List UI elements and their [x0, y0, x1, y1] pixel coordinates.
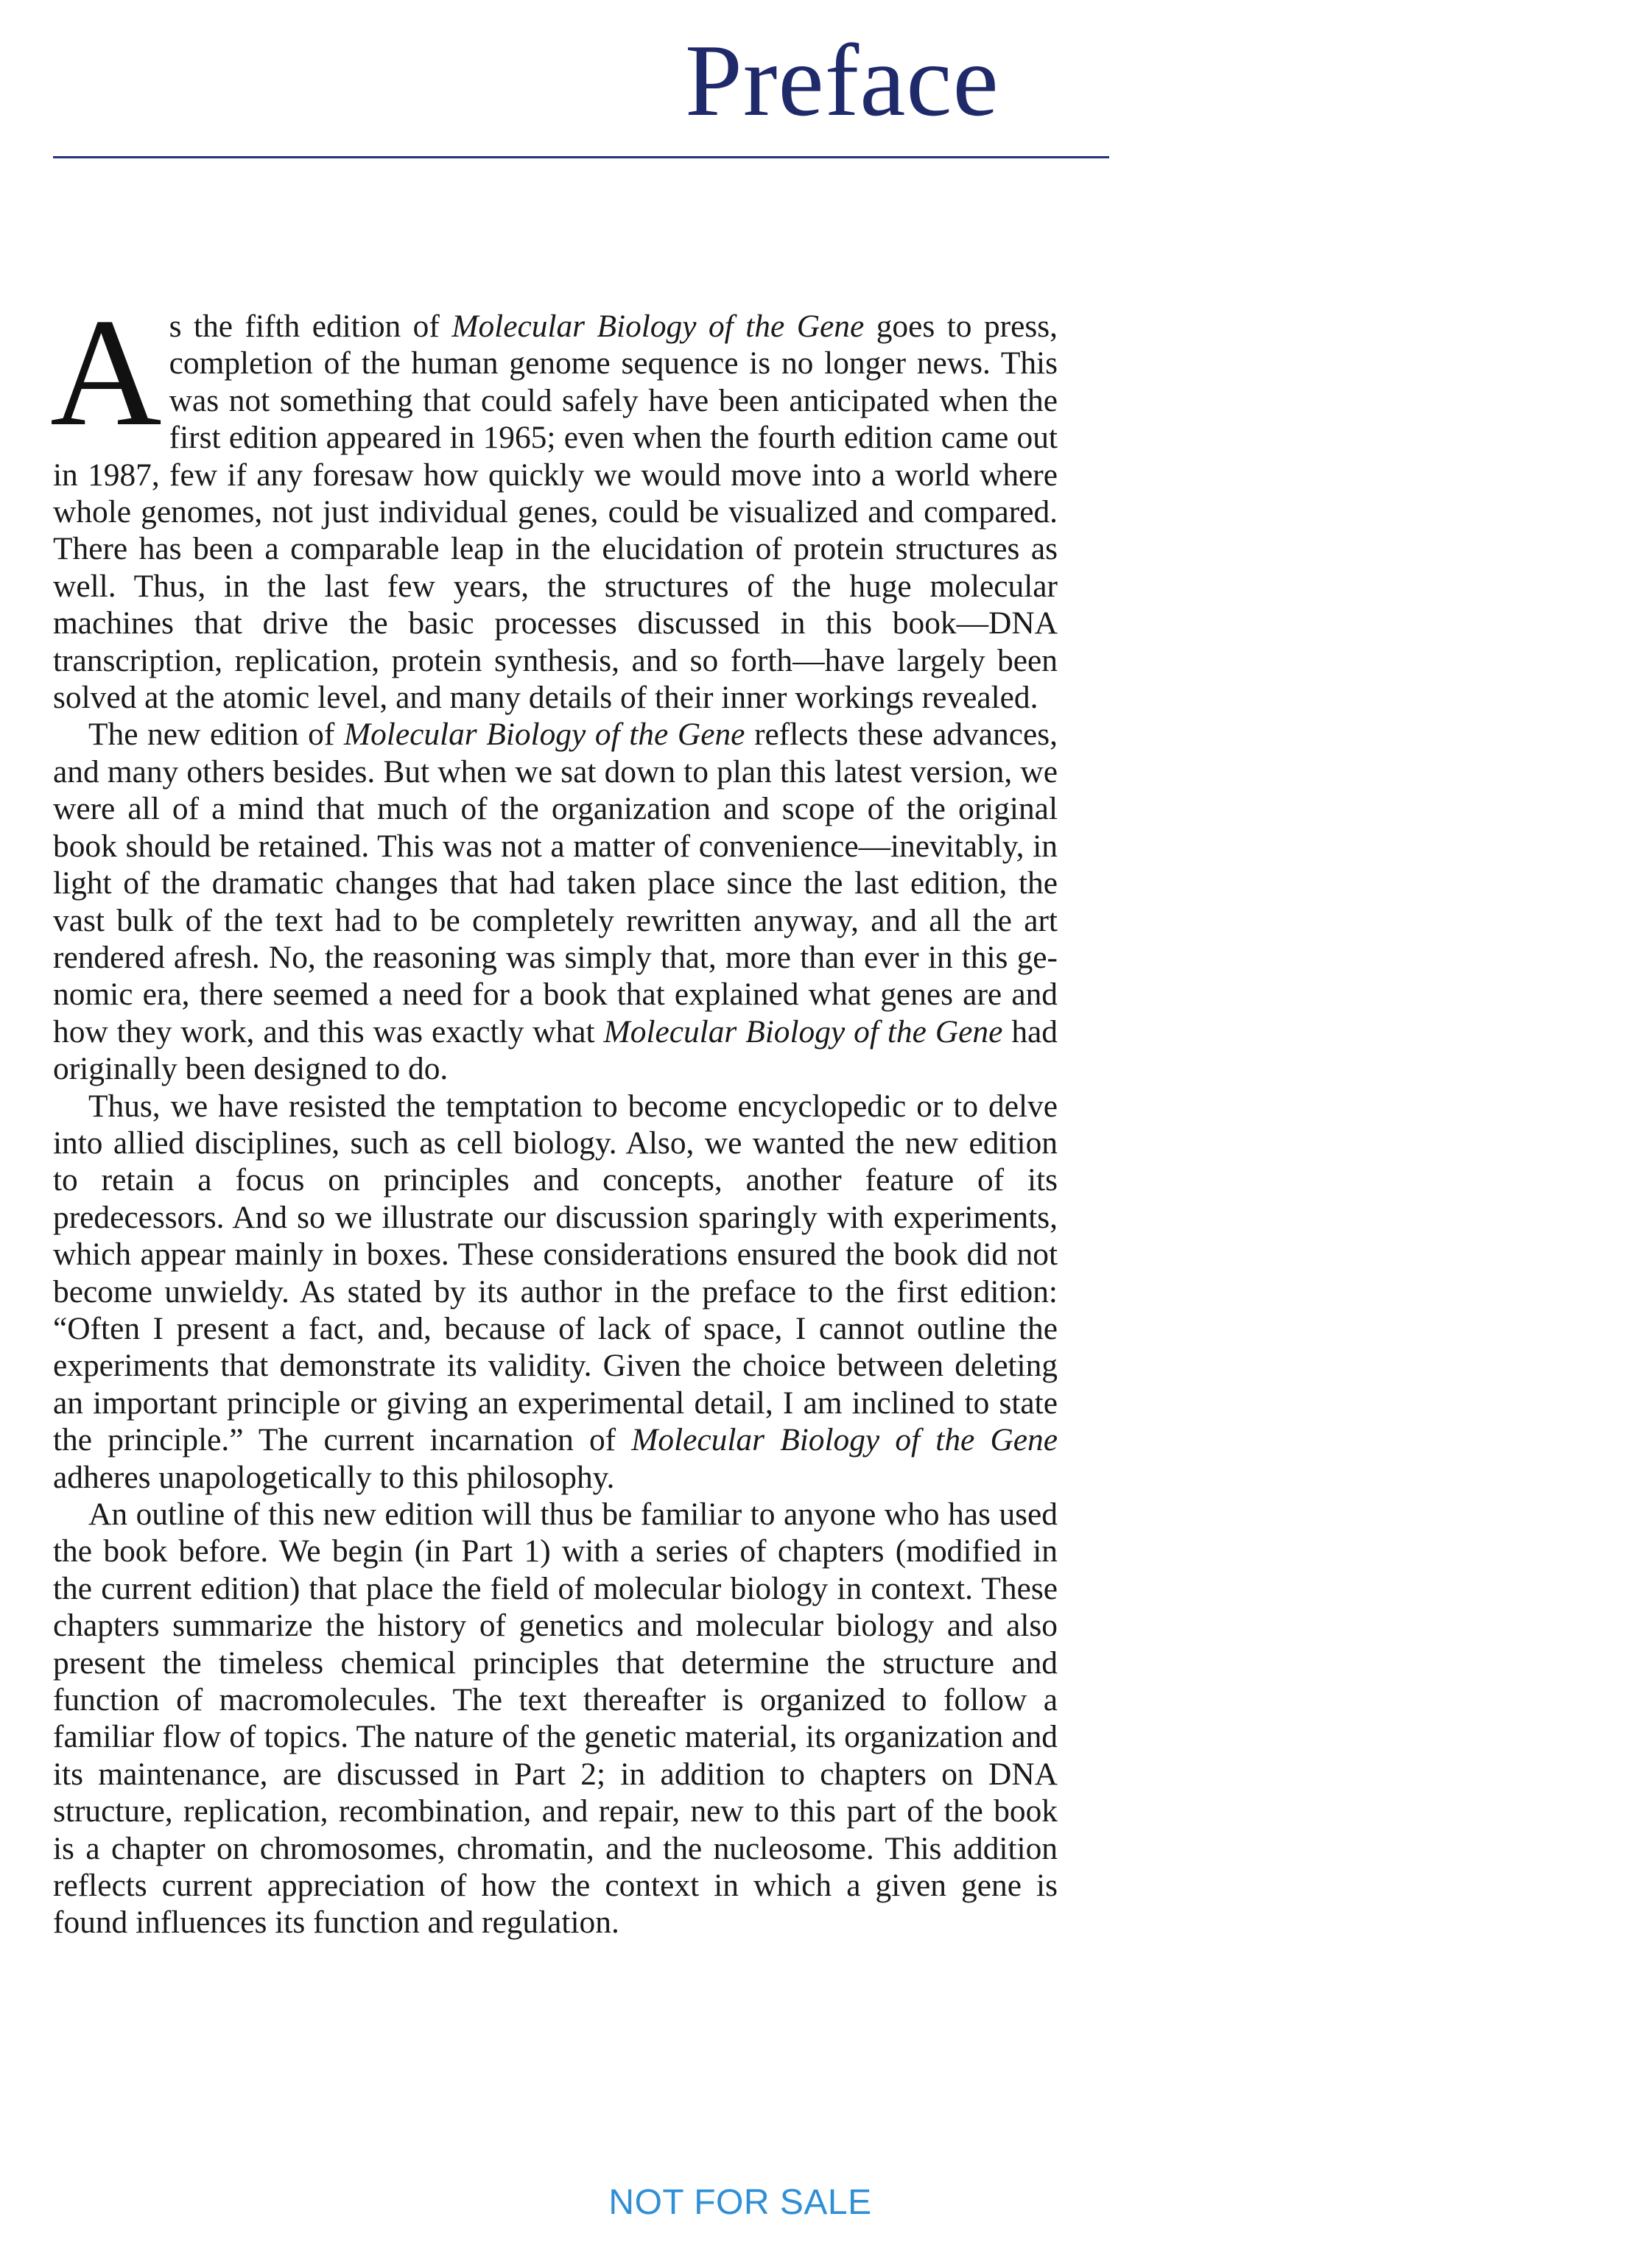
preface-body	[50, 287, 1058, 1941]
drop-cap: A	[50, 287, 162, 458]
paragraph-2-text-3: had originally been designed to do.	[53, 1013, 1058, 1087]
book-title-italic: Molecular Biology of the Gene	[343, 717, 745, 753]
paragraph-3	[53, 1088, 1058, 1496]
paragraph-1-text-1: s the fifth edition of	[169, 309, 452, 344]
book-title-italic: Molecular Biology of the Gene	[631, 1422, 1058, 1458]
paragraph-3-text-2: adheres unapologetically to this philosophy.	[53, 1459, 615, 1495]
paragraph-4-text-1: An outline of this new edition will thus be familiar to anyone who has used the book before. We begin (in Part 1) with a series of chapters (modified in the current edition) that place the field of molecular biology in context. These chapters summarize the history of genetics and molecular biology and also present the timeless chemical principles that determine the structure and function of macromolecules. The text thereafter is organized to follow a familiar flow of topics. The nature of the genetic material, its organization and its maintenance, are discussed in Part 2; in addition to chapters on DNA structure, replication, recombination, and repair, new to this part of the book is a chapter on chromosomes, chromatin, and the nucleosome. This addition reflects current appreciation of how the context in which a given gene is found influences its function and regulation.	[53, 1497, 1058, 1941]
paragraph-3-text-1: Thus, we have resisted the temptation to become encyclopedic or to delve into allied disciplines, such as cell biology. Also, we wanted the new edition to retain a focus on principles and concepts, another feature of its predecessors. And so we illustrate our discussion sparingly with experiments, which appear mainly in boxes. These considerations ensured the book did not become unwieldy. As stated by its author in the preface to the first edition: “Often I present a fact, and, because of lack of space, I cannot outline the experiments that demonstrate its validity. Given the choice between deleting an important principle or giving an experimental detail, I am inclined to state the principle.” The current incarnation of	[53, 1088, 1058, 1458]
paragraph-2	[53, 716, 1058, 1087]
book-title-italic: Molecular Biology of the Gene	[451, 309, 865, 344]
paragraph-4	[53, 1496, 1058, 1941]
paragraph-1	[50, 287, 1058, 716]
title-rule	[53, 156, 1109, 158]
not-for-sale-watermark: NOT FOR SALE	[608, 2183, 872, 2222]
paragraph-1-text-2: goes to press, completion of the human genome sequence is no longer news. This was not something that could safely have been anticipated when the first edition appeared in 1965; even when the fourth edition came out in 1987, few if any foresaw how quickly we would move into a world where whole genomes, not just individual genes, could be visualized and compared. There has been a comparable leap in the elucidation of protein structures as well. Thus, in the last few years, the structures of the huge molecular machines that drive the basic processes discussed in this book—DNA transcription, replication, protein synthesis, and so forth—have largely been solved at the atomic level, and many details of their inner workings revealed.	[53, 309, 1058, 716]
paragraph-2-text-1: The new edition of	[88, 717, 344, 753]
page-title: Preface	[685, 24, 999, 138]
book-title-italic: Molecular Biology of the Gene	[603, 1013, 1003, 1050]
paragraph-2-text-2: reflects these advances, and many others besides. But when we sat down to plan this latest version, we were all of a mind that much of the organization and scope of the original book should be retained. This was not a matter of convenience—inevitably, in light of the dramatic changes that had taken place since the last edition, the vast bulk of the text had to be completely rewritten anyway, and all the art rendered afresh. No, the reasoning was simply that, more than ever in this genomic era, there seemed a need for a book that explained what genes are and how they work, and this was exactly what	[53, 717, 1058, 1050]
